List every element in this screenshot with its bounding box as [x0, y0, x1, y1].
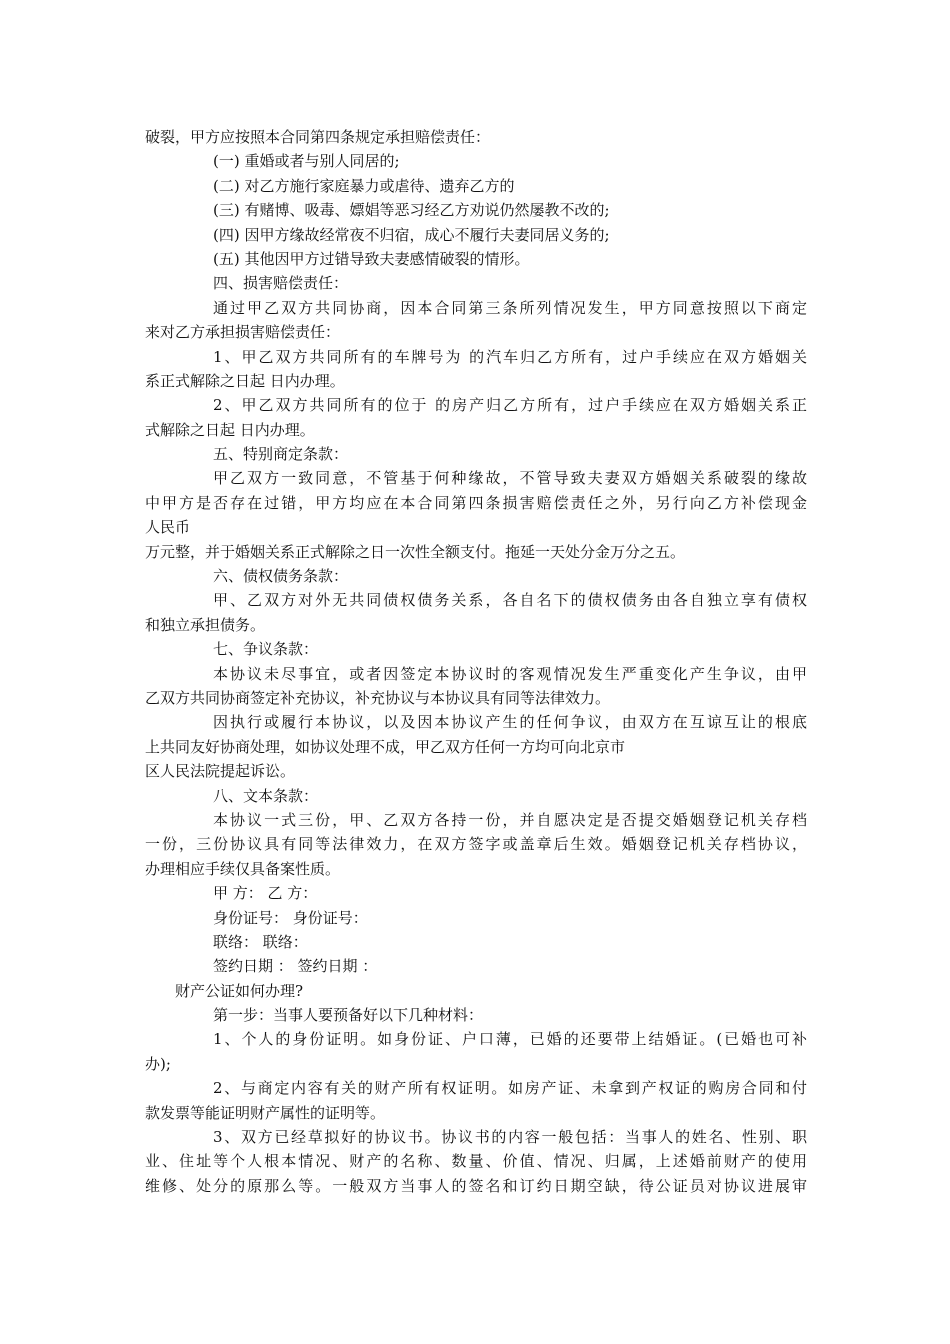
text-line: 甲乙双方一致同意，不管基于何种缘故，不管导致夫妻双方婚姻关系破裂的缘故: [213, 469, 807, 488]
text-line: 1、甲乙双方共同所有的车牌号为 的汽车归乙方所有，过户手续应在双方婚姻关: [213, 347, 807, 366]
text-line: 身份证号： 身份证号：: [213, 908, 368, 927]
text-line: 上共同友好协商处理，如协议处理不成，甲乙双方任何一方均可向北京市: [145, 737, 626, 756]
text-line: 破裂，甲方应按照本合同第四条规定承担赔偿责任：: [145, 128, 491, 146]
document-body: [145, 125, 807, 1198]
text-line: 系正式解除之日起 日内办理。: [145, 371, 345, 390]
text-line: 六、债权债务条款：: [213, 567, 349, 586]
text-line: 2、与商定内容有关的财产所有权证明。如房产证、未拿到产权证的购房合同和付: [213, 1079, 807, 1098]
text-line: 甲 方： 乙 方：: [213, 884, 318, 903]
text-line: 办理相应手续仅具备案性质。: [145, 859, 341, 878]
text-line: 本协议一式三份，甲、乙双方各持一份，并自愿决定是否提交婚姻登记机关存档: [213, 810, 807, 829]
text-line: (四) 因甲方缘故经常夜不归宿，成心不履行夫妻同居义务的;: [213, 225, 610, 244]
text-line: 本协议未尽事宜，或者因签定本协议时的客观情况发生严重变化产生争议，由甲: [213, 664, 807, 683]
text-line: 和独立承担债务。: [145, 615, 266, 634]
text-line: 一份，三份协议具有同等法律效力，在双方签字或盖章后生效。婚姻登记机关存档协议，: [145, 835, 807, 854]
text-line: (二) 对乙方施行家庭暴力或虐待、遗弃乙方的: [213, 176, 515, 195]
text-line: 乙双方共同协商签定补充协议，补充协议与本协议具有同等法律效力。: [145, 688, 611, 707]
text-line: 甲、乙双方对外无共同债权债务关系，各自名下的债权债务由各自独立享有债权: [213, 591, 807, 610]
text-line: 2、甲乙双方共同所有的位于 的房产归乙方所有，过户手续应在双方婚姻关系正: [213, 396, 807, 415]
text-line: 万元整，并于婚姻关系正式解除之日一次性全额支付。拖延一天处分金万分之五。: [145, 542, 686, 561]
text-line: 四、损害赔偿责任：: [213, 274, 349, 293]
text-line: (三) 有赌博、吸毒、嫖娼等恶习经乙方劝说仍然屡教不改的;: [213, 201, 610, 220]
text-line: 第一步：当事人要预备好以下几种材料：: [213, 1006, 484, 1025]
text-line: 因执行或履行本协议，以及因本协议产生的任何争议，由双方在互谅互让的根底: [213, 713, 807, 732]
text-line: 来对乙方承担损害赔偿责任：: [145, 323, 341, 342]
text-line: 维修、处分的原那么等。一般双方当事人的签名和订约日期空缺，待公证员对协议进展审: [145, 1176, 807, 1195]
text-line: 3、双方已经草拟好的协议书。协议书的内容一般包括：当事人的姓名、性别、职: [213, 1128, 807, 1147]
text-line: 1、个人的身份证明。如身份证、户口薄，已婚的还要带上结婚证。(已婚也可补: [213, 1030, 807, 1049]
text-line: 区人民法院提起诉讼。: [145, 762, 296, 781]
text-line: 联络： 联络：: [213, 932, 308, 951]
text-line: 款发票等能证明财产属性的证明等。: [145, 1103, 386, 1122]
text-line: 人民币: [145, 518, 191, 537]
text-line: 八、文本条款：: [213, 786, 319, 805]
text-line: 办);: [145, 1054, 171, 1073]
text-line: 财产公证如何办理?: [175, 981, 304, 1000]
text-line: 式解除之日起 日内办理。: [145, 420, 315, 439]
text-line: 业、住址等个人根本情况、财产的名称、数量、价值、情况、归属，上述婚前财产的使用: [145, 1152, 807, 1171]
text-line: (五) 其他因甲方过错导致夫妻感情破裂的情形。: [213, 249, 530, 268]
text-line: 五、特别商定条款：: [213, 445, 349, 464]
text-line: 签约日期 ： 签约日期 ：: [213, 957, 378, 976]
text-line: 通过甲乙双方共同协商，因本合同第三条所列情况发生，甲方同意按照以下商定: [213, 298, 807, 317]
text-line: 七、争议条款：: [213, 640, 319, 659]
text-line: 中甲方是否存在过错，甲方均应在本合同第四条损害赔偿责任之外，另行向乙方补偿现金: [145, 493, 807, 512]
text-line: (一) 重婚或者与别人同居的;: [213, 152, 400, 171]
